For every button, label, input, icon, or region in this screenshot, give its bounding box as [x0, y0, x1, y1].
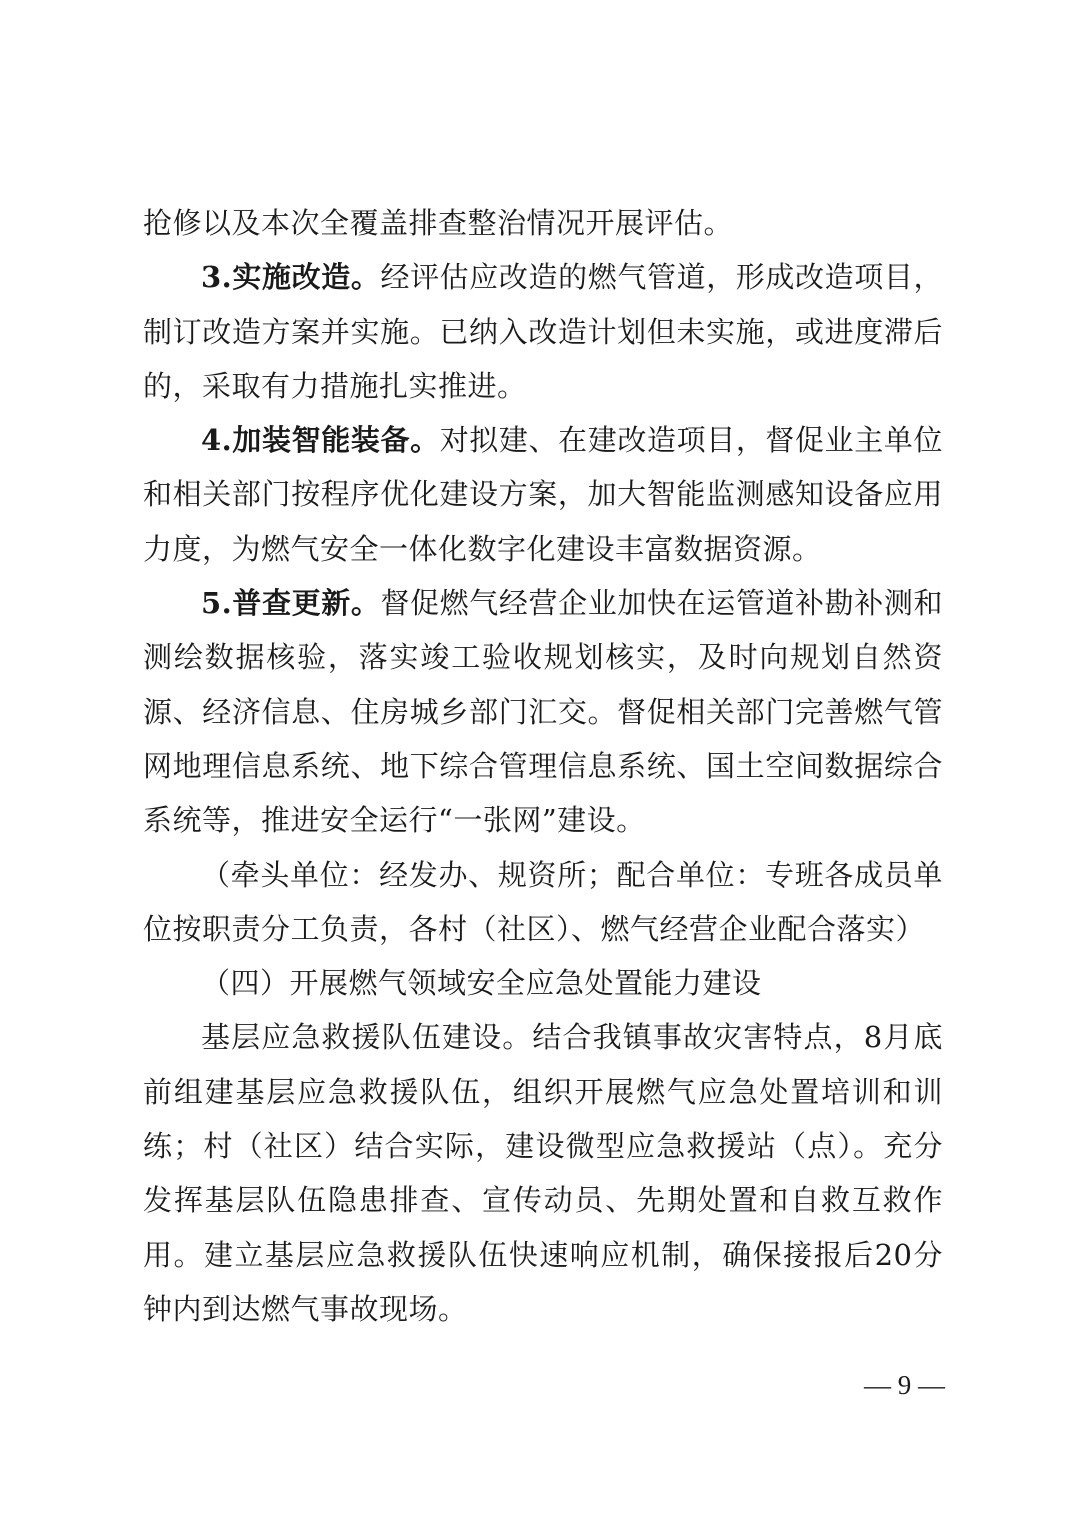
- paragraph-text: 基层应急救援队伍建设。结合我镇事故灾害特点，8月底前组建基层应急救援队伍，组织开展燃气应急处置培训和训练；村（社区）结合实际，建设微型应急救援站（点）。充分发挥基层队伍隐患排查、宣传动员、先期处置和自救互救作用。建立基层应急救援队伍快速响应机制，确保接报后20分钟内到达燃气事故现场。: [143, 1020, 943, 1326]
- paragraph-continuation: [143, 196, 943, 250]
- section-heading: [143, 956, 943, 1010]
- item-heading: 5.普查更新。: [201, 586, 381, 621]
- paragraph-emergency: [143, 1010, 943, 1336]
- paragraph-item-4: [143, 413, 943, 576]
- section-heading-text: （四）开展燃气领域安全应急处置能力建设: [201, 966, 762, 1001]
- paragraph-text: 督促燃气经营企业加快在运管道补勘补测和测绘数据核验，落实竣工验收规划核实，及时向规划自然资源、经济信息、住房城乡部门汇交。督促相关部门完善燃气管网地理信息系统、地下综合管理信息系统、国土空间数据综合系统等，推进安全运行“一张网”建设。: [143, 586, 943, 838]
- body-text: [143, 196, 943, 1336]
- paragraph-item-3: [143, 250, 943, 413]
- paragraph-text: 经评估应改造的燃气管道，形成改造项目，制订改造方案并实施。已纳入改造计划但未实施，或进度滞后的，采取有力措施扎实推进。: [143, 260, 943, 403]
- item-heading: 3.实施改造。: [201, 260, 381, 295]
- paragraph-text: 抢修以及本次全覆盖排查整治情况开展评估。: [143, 206, 734, 240]
- page-number: — 9 —: [864, 1370, 945, 1400]
- paragraph-text: 对拟建、在建改造项目，督促业主单位和相关部门按程序优化建设方案，加大智能监测感知设备应用力度，为燃气安全一体化数字化建设丰富数据资源。: [143, 423, 943, 566]
- paragraph-responsibility: [143, 848, 943, 957]
- paragraph-item-5: [143, 576, 943, 847]
- item-heading: 4.加装智能装备。: [201, 423, 440, 458]
- paragraph-text: （牵头单位：经发办、规资所；配合单位：专班各成员单位按职责分工负责，各村（社区）、燃气经营企业配合落实）: [143, 857, 943, 946]
